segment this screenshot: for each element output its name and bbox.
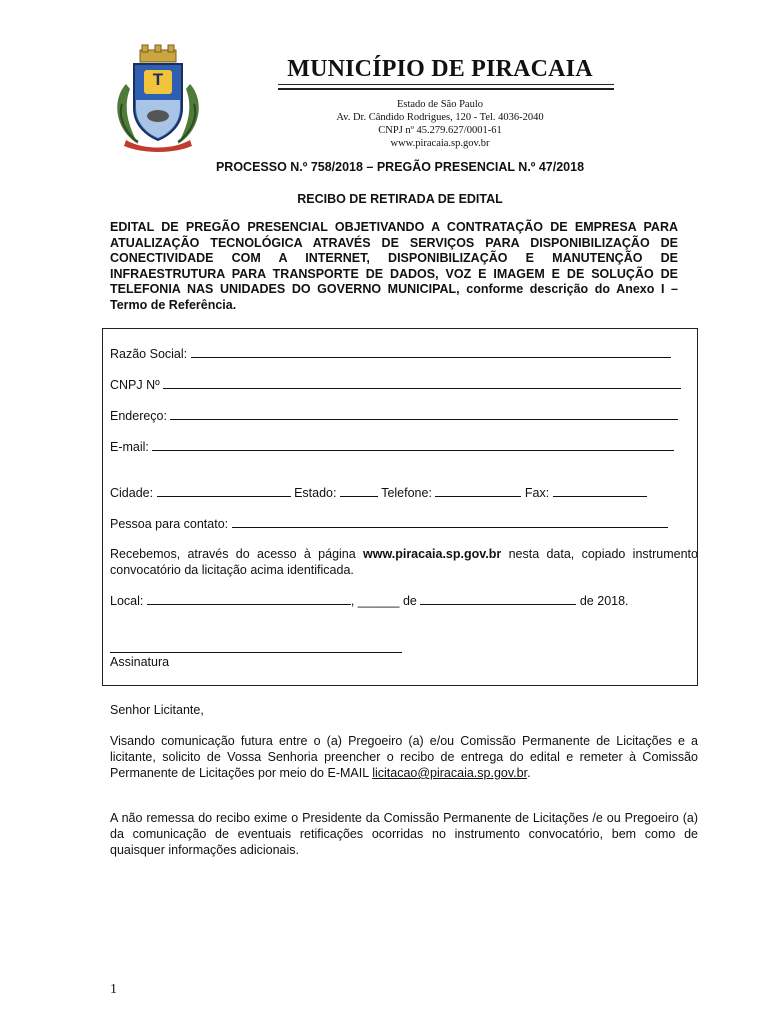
greeting: Senhor Licitante, [110, 703, 204, 717]
razao-social-label: Razão Social: [110, 347, 188, 361]
pessoa-contato-field[interactable] [110, 516, 668, 532]
estado-line[interactable] [340, 485, 378, 497]
email-field[interactable] [110, 439, 674, 455]
year-label: de 2018. [579, 594, 629, 608]
cidade-estado-row [110, 485, 647, 501]
header-website: www.piracaia.sp.gov.br [390, 138, 490, 149]
visando-period: . [527, 766, 531, 780]
endereco-line[interactable] [170, 408, 678, 420]
visando-text: Visando comunicação futura entre o (a) Pregoeiro (a) e/ou Comissão Permanente de Licitações e a licitante, solicito de Vossa Senhoria preencher o recibo de entrega do edital e remeter à Comissão Permanente de Licitações por meio do E-MAIL [110, 734, 698, 780]
edital-description: EDITAL DE PREGÃO PRESENCIAL OBJETIVANDO A CONTRATAÇÃO DE EMPRESA PARA ATUALIZAÇÃO TECNOLÓGICA ATRAVÉS DE SERVIÇOS PARA DISPONIBILIZAÇÃO DE CONECTIVIDADE COM A INTERNET, DISPONIBILIZAÇÃO E MANUTENÇÃO DE INFRAESTRUTURA PARA TRANSPORTE DE DADOS, VOZ E IMAGEM E DE SOLUÇÃO DE TELEFONIA NAS UNIDADES DO GOVERNO MUNICIPAL, conforme descrição do Anexo I – Termo de Referência. [110, 220, 678, 312]
cidade-label: Cidade: [110, 486, 154, 500]
fax-label: Fax: [524, 486, 550, 500]
nao-remessa-paragraph: A não remessa do recibo exime o Presidente da Comissão Permanente de Licitações /e ou Pregoeiro (a) da comunicação de eventuais retificações ocorridas no instrumento convocatório, bem como de quaisquer informações adicionais. [110, 811, 698, 857]
endereco-field[interactable] [110, 408, 678, 424]
local-label: Local: [110, 594, 144, 608]
processo-heading: PROCESSO N.º 758/2018 – PREGÃO PRESENCIAL N.º 47/2018 [215, 160, 585, 174]
recibo-heading: RECIBO DE RETIRADA DE EDITAL [297, 192, 503, 206]
title-underline-thick [278, 88, 614, 90]
telefone-line[interactable] [435, 485, 521, 497]
email-link[interactable]: licitacao@piracaia.sp.gov.br [372, 766, 528, 780]
crest-letter: T [152, 70, 164, 89]
cidade-line[interactable] [157, 485, 291, 497]
cnpj-field[interactable] [110, 377, 681, 393]
day-of-label: , ______ de [350, 594, 417, 608]
month-line[interactable] [420, 593, 576, 605]
recebemos-statement [110, 546, 698, 578]
page-number: 1 [110, 982, 117, 997]
fax-line[interactable] [553, 485, 647, 497]
header-address: Av. Dr. Cândido Rodrigues, 120 - Tel. 4036-2040 [336, 112, 544, 123]
header-cnpj: CNPJ nº 45.279.627/0001-61 [378, 125, 502, 136]
email-label: E-mail: [110, 440, 149, 454]
local-line[interactable] [147, 593, 351, 605]
header-state: Estado de São Paulo [396, 99, 484, 110]
page-title: MUNICÍPIO DE PIRACAIA [287, 56, 593, 82]
razao-social-field[interactable] [110, 346, 671, 362]
visando-paragraph [110, 733, 698, 781]
endereco-label: Endereço: [110, 409, 167, 423]
email-line[interactable] [152, 439, 674, 451]
cnpj-label: CNPJ Nº [110, 378, 160, 392]
title-underline [278, 84, 614, 85]
pessoa-contato-line[interactable] [232, 516, 668, 528]
cnpj-line[interactable] [163, 377, 681, 389]
telefone-label: Telefone: [381, 486, 432, 500]
razao-social-line[interactable] [191, 346, 671, 358]
estado-label: Estado: [294, 486, 337, 500]
local-date-row [110, 593, 629, 609]
signature-label: Assinatura [110, 655, 170, 669]
recebemos-post: nesta data, copiado instrumento convocatório da licitação acima identificada. [110, 547, 698, 577]
municipal-crest [108, 44, 208, 152]
pessoa-contato-label: Pessoa para contato: [110, 517, 229, 531]
signature-line[interactable] [110, 652, 402, 653]
recebemos-pre: Recebemos, através do acesso à página [110, 547, 356, 561]
recebemos-site-link[interactable]: www.piracaia.sp.gov.br [363, 547, 502, 561]
